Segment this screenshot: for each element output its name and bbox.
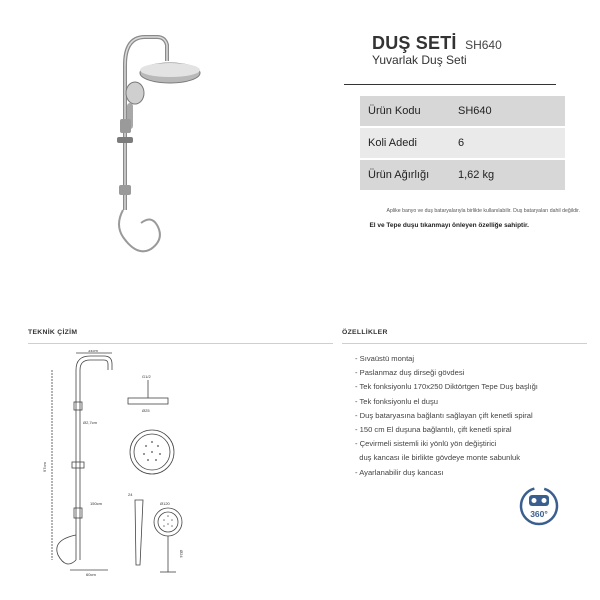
feature-item: - Tek fonksiyonlu el duşu bbox=[355, 396, 439, 406]
feature-item: - 150 cm El duşuna bağlantılı, çift kenetli spiral bbox=[355, 425, 512, 435]
feature-item: - Çevirmeli sistemli iki yönlü yön değiştirici bbox=[355, 439, 497, 449]
spec-table bbox=[360, 96, 565, 192]
dim-hand-shower: Ø120 bbox=[160, 501, 170, 506]
divider bbox=[28, 343, 333, 344]
dim-head-size: Ø25 bbox=[142, 408, 150, 413]
dim-bottom: 60cm bbox=[86, 572, 96, 577]
spec-value: 1,62 kg bbox=[458, 169, 495, 181]
feature-item: - Sıvaüstü montaj bbox=[355, 354, 415, 363]
spec-value: 6 bbox=[458, 137, 465, 149]
product-title: DUŞ SETİ bbox=[372, 33, 457, 53]
feature-item: - Duş bataryasına bağlantı sağlayan çift kenetli spiral bbox=[355, 410, 533, 420]
badge-label: 360° bbox=[530, 509, 548, 519]
technical-drawing-heading: TEKNİK ÇİZİM bbox=[28, 329, 78, 336]
usage-note: Aplike banyo ve duş bataryalarıyla birlikte kullanılabilir. Duş bataryaları dahil değildir. bbox=[386, 208, 580, 214]
dim-top-width: 34cm bbox=[88, 350, 98, 353]
anti-clog-note: El ve Tepe duşu tıkanmayı önleyen özelliğe sahiptir. bbox=[369, 222, 529, 229]
spec-value: SH640 bbox=[458, 105, 492, 117]
divider bbox=[344, 84, 556, 85]
spec-label: Ürün Kodu bbox=[368, 105, 421, 117]
dim-connector: G1/2 bbox=[142, 374, 151, 379]
dim-pipe: Ø2,7cm bbox=[83, 420, 98, 425]
features-list bbox=[355, 352, 595, 480]
dim-hose: 150cm bbox=[90, 501, 103, 506]
product-subtitle: Yuvarlak Duş Seti bbox=[372, 53, 467, 67]
dim-height: 97cm bbox=[42, 462, 47, 472]
view-360-icon[interactable] bbox=[518, 485, 560, 527]
dim-hand-height: Ø24 bbox=[179, 550, 184, 558]
feature-item: duş kancası ile birlikte gövdeye monte sabunluk bbox=[355, 453, 521, 463]
product-code: SH640 bbox=[465, 38, 502, 52]
dim-hand-length: 24 bbox=[128, 492, 133, 497]
feature-item: - Tek fonksiyonlu 170x250 Diktörtgen Tepe Duş başlığı bbox=[355, 382, 538, 392]
spec-label: Ürün Ağırlığı bbox=[368, 169, 430, 181]
product-image bbox=[95, 25, 205, 270]
spec-label: Koli Adedi bbox=[368, 137, 417, 149]
technical-drawing bbox=[40, 350, 240, 585]
title-block bbox=[372, 33, 502, 54]
features-heading: ÖZELLİKLER bbox=[342, 329, 388, 336]
divider bbox=[342, 343, 587, 344]
spec-row-weight bbox=[360, 160, 565, 192]
spec-row-box-quantity bbox=[360, 128, 565, 160]
feature-item: - Paslanmaz duş dirseği gövdesi bbox=[355, 368, 465, 378]
feature-item: - Ayarlanabilir duş kancası bbox=[355, 467, 444, 477]
spec-row-product-code bbox=[360, 96, 565, 128]
